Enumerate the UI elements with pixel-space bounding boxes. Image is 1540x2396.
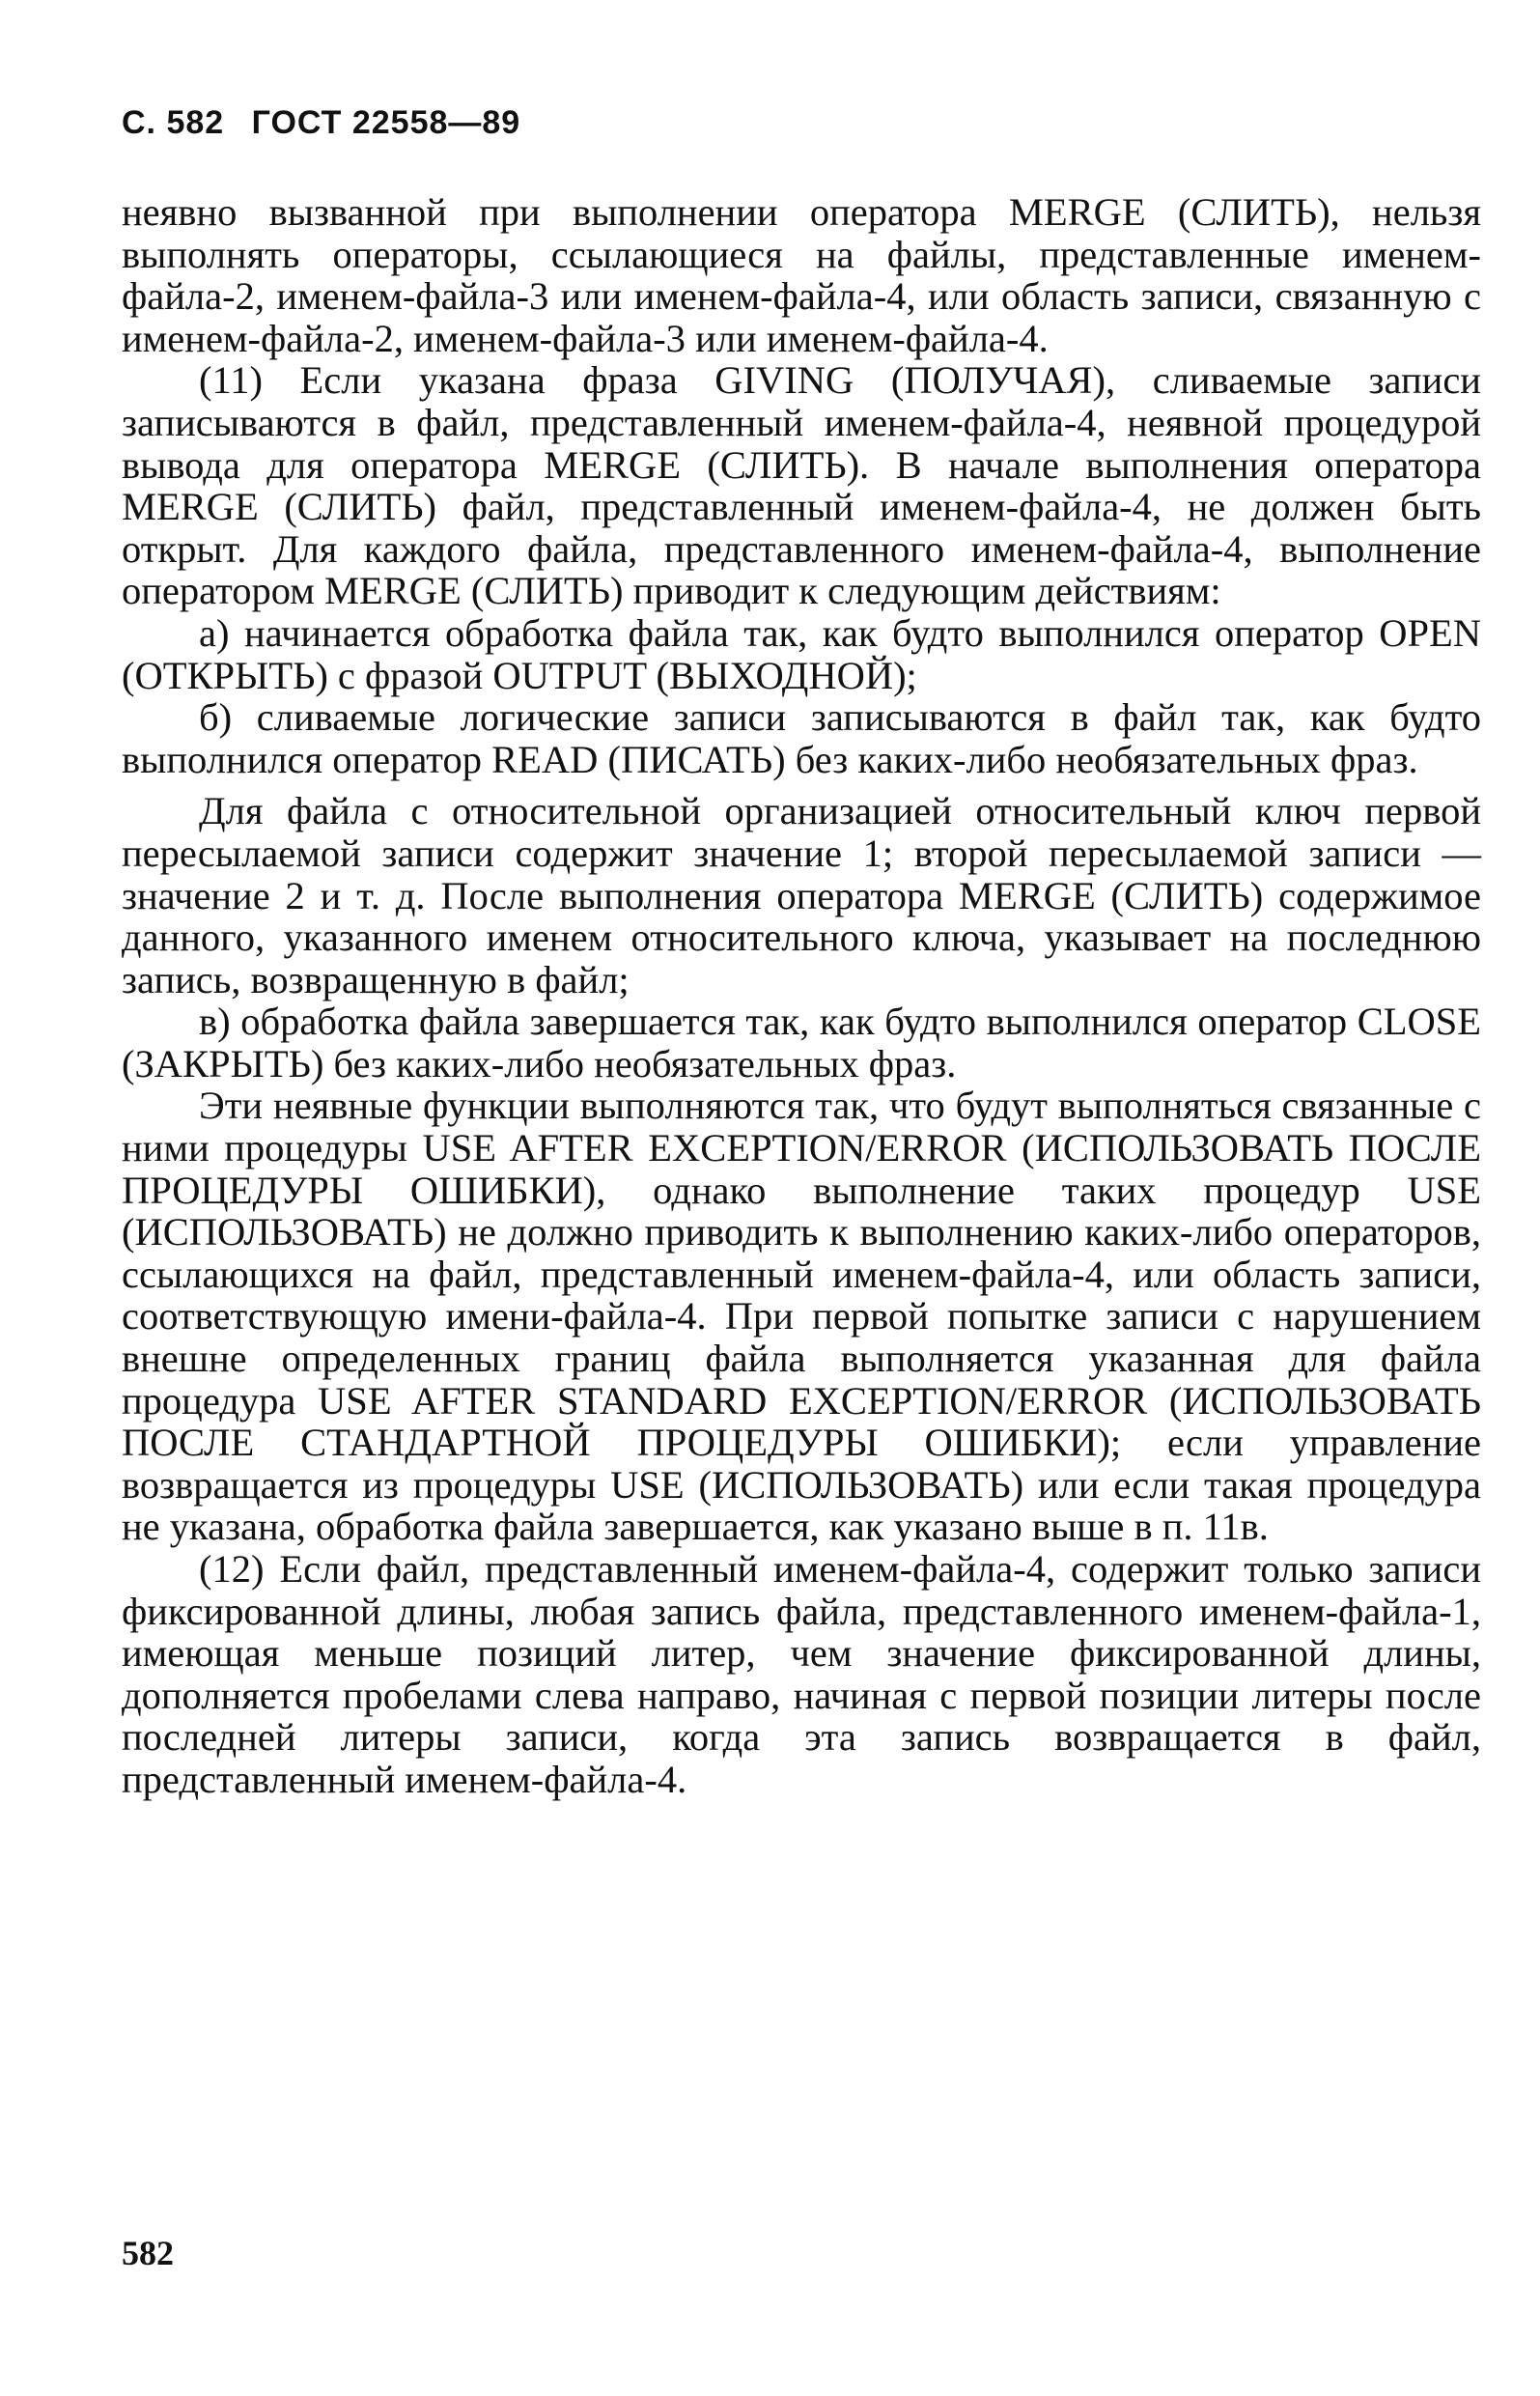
paragraph-item-12: (12) Если файл, представленный именем-файла-4, содержит только записи фиксированной длины, любая запись файла, представленного именем-файла-1, имеющая меньше позиций литер, чем значение фиксированной длины, дополняется пробелами слева направо, начиная с первой позиции литеры после последней литеры записи, когда эта запись возвращается в файл, представленный именем-файла-4. [122, 1547, 1481, 1801]
standard-number: ГОСТ 22558—89 [251, 104, 521, 141]
body-text [122, 191, 1481, 1801]
paragraph-relative-key: Для файла с относительной организацией относительный ключ первой пересылаемой записи содержит значение 1; второй пересылаемой записи — значение 2 и т. д. После выполнения оператора MERGE (СЛИТЬ) содержимое данного, указанного именем относительного ключа, указывает на последнюю запись, возвращенную в файл; [122, 789, 1481, 1001]
paragraph-sub-v: в) обработка файла завершается так, как будто выполнился оператор CLOSE (ЗАКРЫТЬ) без каких-либо необязательных фраз. [122, 1000, 1481, 1085]
paragraph-implicit-functions: Эти неявные функции выполняются так, что будут выполняться связанные с ними процедуры USE AFTER EXCEPTION/ERROR (ИСПОЛЬЗОВАТЬ ПОСЛЕ ПРОЦЕДУРЫ ОШИБКИ), однако выполнение таких процедур USE (ИСПОЛЬЗОВАТЬ) не должно приводить к выполнению каких-либо операторов, ссылающихся на файл, представленный именем-файла-4, или область записи, соответствующую имени-файла-4. При первой попытке записи с нарушением внешне определенных границ файла выполняется указанная для файла процедура USE AFTER STANDARD EXCEPTION/ERROR (ИСПОЛЬЗОВАТЬ ПОСЛЕ СТАНДАРТНОЙ ПРОЦЕДУРЫ ОШИБКИ); если управление возвращается из процедуры USE (ИСПОЛЬЗОВАТЬ) или если такая процедура не указана, обработка файла завершается, как указано выше в п. 11в. [122, 1084, 1481, 1549]
page-label: С. 582 [122, 104, 225, 141]
paragraph-sub-b: б) сливаемые логические записи записываются в файл так, как будто выполнился оператор READ (ПИСАТЬ) без каких-либо необязательных фраз. [122, 695, 1481, 781]
paragraph-sub-a: а) начинается обработка файла так, как будто выполнился оператор OPEN (ОТКРЫТЬ) с фразой OUTPUT (ВЫХОДНОЙ); [122, 610, 1481, 697]
page-number: 582 [122, 2234, 174, 2272]
paragraph-continuation: неявно вызванной при выполнении оператора MERGE (СЛИТЬ), нельзя выполнять операторы, ссылающиеся на файлы, представленные именем-файла-2, именем-файла-3 или именем-файла-4, или область записи, связанную с именем-файла-2, именем-файла-3 или именем-файла-4. [122, 190, 1481, 360]
page-header [122, 104, 538, 142]
paragraph-item-11: (11) Если указана фраза GIVING (ПОЛУЧАЯ), сливаемые записи записываются в файл, представленный именем-файла-4, неявной процедурой вывода для оператора MERGE (СЛИТЬ). В начале выполнения оператора MERGE (СЛИТЬ) файл, представленный именем-файла-4, не должен быть открыт. Для каждого файла, представленного именем-файла-4, выполнение оператором MERGE (СЛИТЬ) приводит к следующим действиям: [122, 358, 1481, 613]
